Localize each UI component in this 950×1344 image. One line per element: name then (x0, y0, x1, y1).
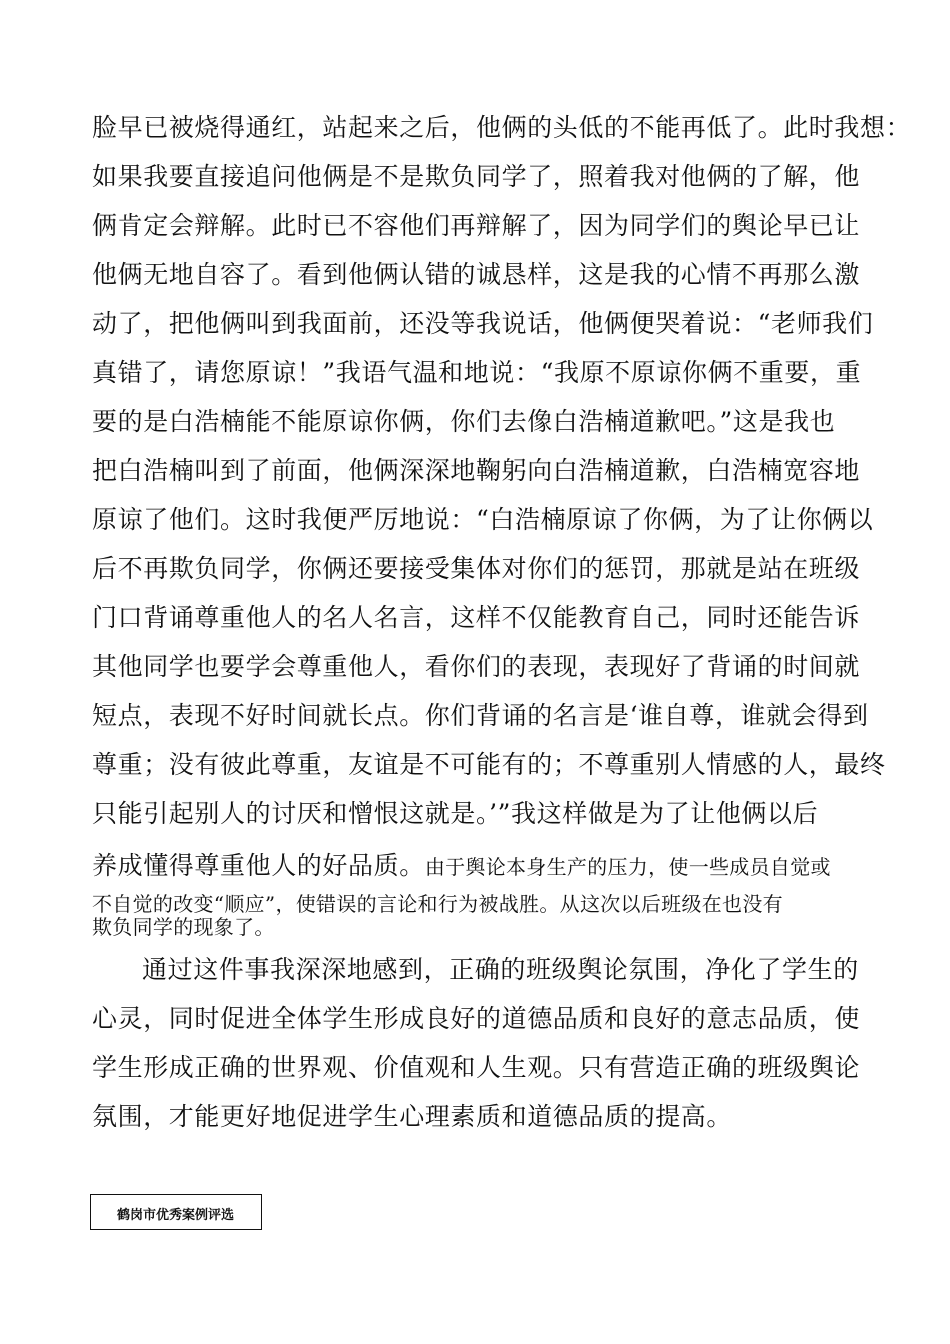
paragraph-line: 门口背诵尊重他人的名人名言，这样不仅能教育自己，同时还能告诉 (92, 603, 861, 632)
mixed-line-small-text: 由于舆论本身生产的压力，使一些成员自觉或 (424, 855, 831, 879)
paragraph-line: 后不再欺负同学，你俩还要接受集体对你们的惩罚，那就是站在班级 (92, 554, 861, 583)
paragraph-line: 他俩无地自容了。看到他俩认错的诚恳样，这是我的心情不再那么激 (92, 260, 861, 289)
paragraph-line: 真错了，请您原谅！”我语气温和地说：“我原不原谅你俩不重要，重 (92, 358, 862, 387)
paragraph-line: 要的是白浩楠能不能原谅你俩，你们去像白浩楠道歉吧。”这是我也 (92, 407, 836, 436)
conclusion-line: 氛围，才能更好地促进学生心理素质和道德品质的提高。 (92, 1102, 733, 1131)
conclusion-line: 通过这件事我深深地感到，正确的班级舆论氛围，净化了学生的 (142, 955, 859, 984)
paragraph-line: 只能引起别人的讨厌和憎恨这就是。’”我这样做是为了让他俩以后 (92, 799, 819, 828)
footer-label-box (90, 1194, 262, 1230)
mixed-line-large-text: 养成懂得尊重他人的好品质。 (92, 851, 425, 880)
paragraph-line: 如果我要直接追问他俩是不是欺负同学了，照着我对他俩的了解，他 (92, 162, 861, 191)
paragraph-line: 俩肯定会辩解。此时已不容他们再辩解了，因为同学们的舆论早已让 (92, 211, 861, 240)
paragraph-line: 把白浩楠叫到了前面，他俩深深地鞠躬向白浩楠道歉，白浩楠宽容地 (92, 456, 861, 485)
paragraph-line: 原谅了他们。这时我便严厉地说：“白浩楠原谅了你俩，为了让你俩以 (92, 505, 874, 534)
paragraph-line: 短点，表现不好时间就长点。你们背诵的名言是‘谁自尊，谁就会得到 (92, 701, 869, 730)
footer-label: 鹤岗市优秀案例评选 (117, 1208, 235, 1223)
conclusion-line: 心灵，同时促进全体学生形成良好的道德品质和良好的意志品质，使 (92, 1004, 861, 1033)
paragraph-line: 其他同学也要学会尊重他人，看你们的表现，表现好了背诵的时间就 (92, 652, 861, 681)
paragraph-line: 脸早已被烧得通红，站起来之后，他俩的头低的不能再低了。此时我想： (92, 113, 912, 142)
conclusion-line: 学生形成正确的世界观、价值观和人生观。只有营造正确的班级舆论 (92, 1053, 861, 1082)
small-paragraph-line: 欺负同学的现象了。 (92, 915, 275, 939)
mixed-size-line (92, 853, 831, 878)
paragraph-line: 动了，把他俩叫到我面前，还没等我说话，他俩便哭着说：“老师我们 (92, 309, 874, 338)
paragraph-line: 尊重；没有彼此尊重，友谊是不可能有的；不尊重别人情感的人，最终 (92, 750, 886, 779)
small-paragraph-line: 不自觉的改变“顺应”，使错误的言论和行为被战胜。从这次以后班级在也没有 (92, 892, 783, 916)
